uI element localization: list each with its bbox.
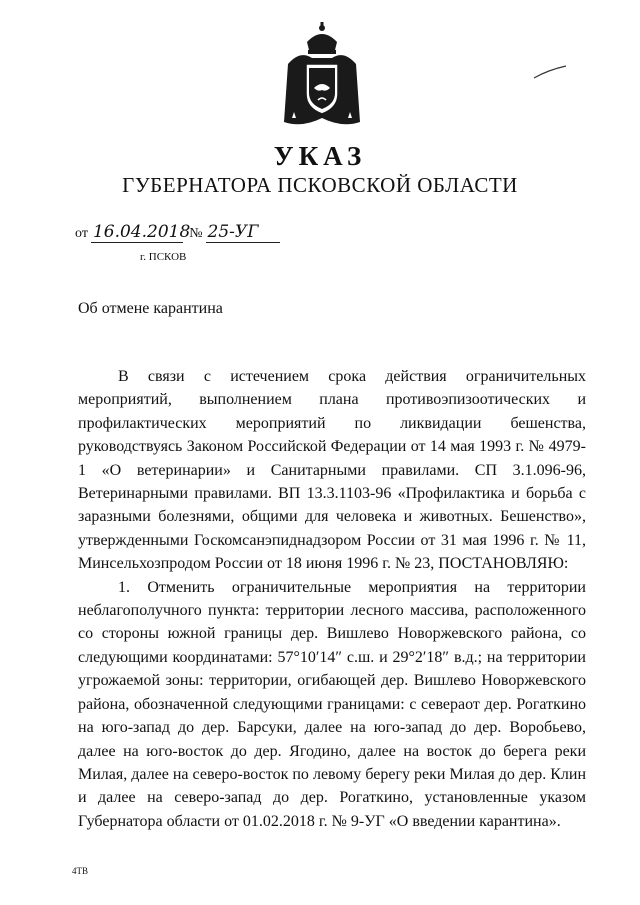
number-label: № (189, 226, 203, 241)
pen-mark-icon (530, 62, 570, 82)
date-number-line (72, 222, 280, 243)
document-type: УКАЗ (273, 141, 367, 171)
date-prefix: от (75, 226, 88, 241)
preamble-paragraph: В связи с истечением срока действия ограничительных мероприятий, выполнением плана противоэпизоотических и профилактических мероприятий по ликвидации бешенства, руководствуясь Законом Российской Федерации от 14 мая 1993 г. № 4979-1 «О ветеринарии» и Санитарными правилами. СП 3.1.096-96, Ветеринарными правилами. ВП 13.3.1103-96 «Профилактика и борьба с заразными болезнями, общими для человека и животных. Бешенство», утвержденными Госкомсанэпиднадзором России от 31 мая 1996 г. № 11, Минсельхозпродом России от 18 июня 1996 г. № 23, ПОСТАНОВЛЯЮ: (78, 368, 586, 573)
footer-code: 4ТВ (72, 866, 89, 876)
city-label: г. ПСКОВ (140, 251, 187, 263)
document-subject: Об отмене карантина (78, 300, 223, 317)
document-number: 25-УГ (206, 222, 280, 243)
item-1-paragraph: 1. Отменить ограничительные мероприятия на территории неблагополучного пункта: территории лесного массива, расположенного со стороны южной границы дер. Вишлево Новоржевского района, со следующими координатами: 57°10′14″ с.ш. и 29°2′18″ в.д.; на территории угрожаемой зоны: территории, огибающей дер. Вишлево Новоржевского района, обозначенной следующими границами: с севераот дер. Рогаткино на юго-запад до дер. Барсуки, далее на юго-запад до дер. Воробьево, далее на юго-восток до дер. Ягодино, далее на восток до берега реки Милая, далее на северо-восток по левому берегу реки Милая до дер. Клин и далее на северо-запад до дер. Рогаткино, установленные указом Губернатора области от 01.02.2018 г. № 9-УГ «О введении карантина». (78, 578, 586, 830)
issuer-title: ГУБЕРНАТОРА ПСКОВСКОЙ ОБЛАСТИ (122, 173, 518, 197)
coat-of-arms-icon (282, 22, 362, 128)
document-body (78, 365, 586, 833)
document-date: 16.04.2018 (92, 222, 191, 242)
